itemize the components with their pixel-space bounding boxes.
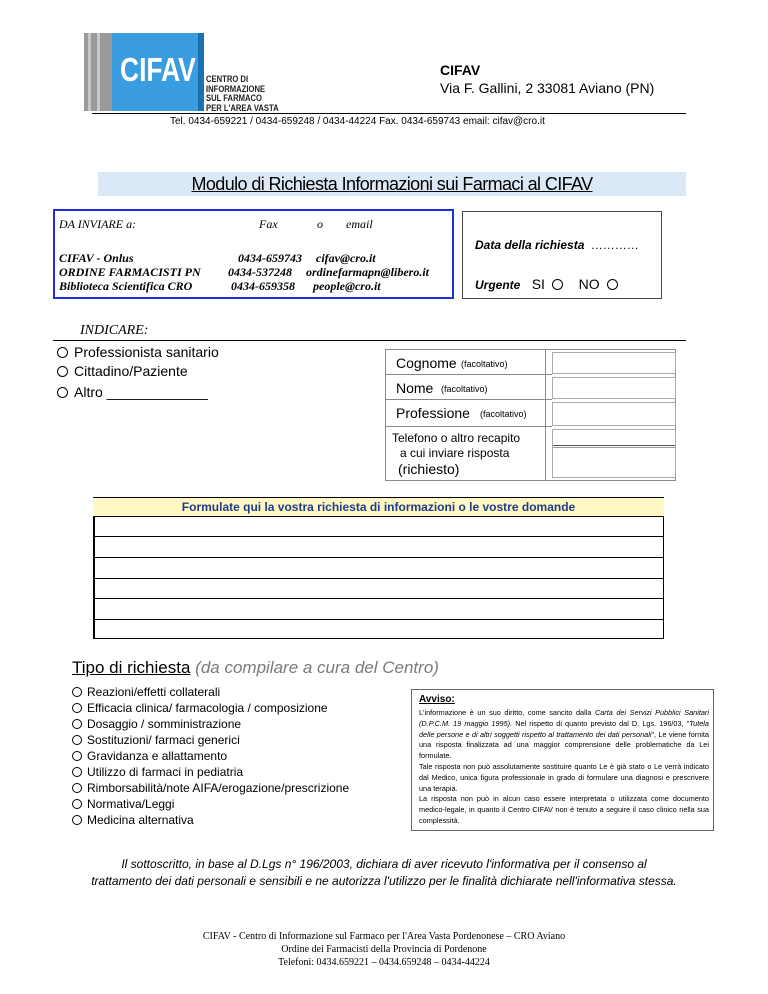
request-date-box	[462, 211, 662, 299]
request-type-radio[interactable]	[72, 783, 82, 793]
question-line[interactable]	[93, 619, 664, 620]
request-type-title: Tipo di richiesta	[72, 658, 191, 677]
requester-option[interactable]	[57, 384, 208, 400]
send-to-email-header: email	[346, 217, 373, 231]
profession-note: (facoltativo)	[480, 409, 527, 419]
question-line[interactable]	[93, 598, 664, 599]
request-type-radio[interactable]	[72, 735, 82, 745]
phone-label-line2: a cui inviare risposta	[400, 446, 510, 460]
requester-radio[interactable]	[57, 347, 68, 358]
request-type-radio[interactable]	[72, 767, 82, 777]
question-header-text: Formulate qui la vostra richiesta di informazioni o le vostre domande	[181, 500, 576, 514]
declaration-line: trattamento dei dati personali e sensibili e ne autorizza l'utilizzo per le finalità dichiarate nell'informativa stessa.	[91, 874, 677, 888]
requester-radio[interactable]	[57, 366, 68, 377]
footer-line: Ordine dei Farmacisti della Provincia di Pordenone	[281, 944, 487, 955]
requester-option-label: Professionista sanitario	[74, 344, 219, 360]
surname-label-cell	[386, 350, 546, 375]
notice-box	[411, 689, 714, 831]
request-type-option-label: Medicina alternativa	[87, 813, 194, 827]
request-type-option[interactable]	[72, 749, 227, 763]
request-type-option-label: Gravidanza e allattamento	[87, 749, 228, 763]
privacy-declaration	[40, 856, 728, 890]
name-field[interactable]	[552, 377, 676, 399]
send-to-fax-header: Fax	[259, 217, 278, 231]
request-type-option[interactable]	[72, 733, 240, 747]
question-line[interactable]	[93, 638, 664, 639]
requester-option-label: Cittadino/Paziente	[74, 363, 188, 379]
recipient-fax: 0434-537248	[228, 265, 292, 279]
request-type-heading	[72, 658, 439, 678]
request-type-radio[interactable]	[72, 703, 82, 713]
phone-field-line	[553, 447, 675, 448]
request-type-note: (da compilare a cura del Centro)	[195, 658, 439, 677]
request-type-radio[interactable]	[72, 719, 82, 729]
profession-label: Professione	[396, 405, 470, 421]
request-type-option[interactable]	[72, 717, 241, 731]
request-date-row	[475, 238, 639, 252]
name-note: (facoltativo)	[441, 384, 488, 394]
request-type-option[interactable]	[72, 813, 194, 827]
recipient-name: ORDINE FARMACISTI PN	[59, 265, 201, 279]
requester-option[interactable]	[57, 344, 219, 360]
surname-field[interactable]	[552, 352, 676, 374]
request-type-option-label: Sostituzioni/ farmaci generici	[87, 733, 240, 747]
question-line[interactable]	[93, 557, 664, 558]
profession-field[interactable]	[552, 402, 676, 426]
org-name: CIFAV	[440, 62, 481, 78]
form-title: Modulo di Richiesta Informazioni sui Farmaci al CIFAV	[191, 174, 593, 194]
urgent-row	[475, 276, 624, 292]
send-to-label: DA INVIARE a:	[59, 217, 137, 231]
request-type-option[interactable]	[72, 781, 349, 795]
indicate-label: INDICARE:	[80, 323, 149, 338]
send-to-or: o	[317, 217, 323, 231]
logo-mark: CIFAV	[120, 51, 196, 88]
page-footer	[0, 930, 768, 969]
surname-label: Cognome	[396, 355, 457, 371]
cifav-logo	[84, 33, 292, 111]
notice-paragraph: La risposta non può in alcun caso essere interpretata o utilizzata come documento medico-legale, in quanto il Centro CIFAV non è tenuto a seguire il caso clinico nella sua complessità.	[419, 794, 709, 825]
request-date-field[interactable]: …………	[590, 238, 639, 252]
send-to-box	[53, 209, 454, 299]
request-type-option[interactable]	[72, 701, 328, 715]
notice-title: Avviso:	[419, 694, 455, 705]
requester-option-label: Altro _____________	[74, 384, 208, 400]
notice-body	[419, 708, 709, 827]
urgent-label: Urgente	[475, 278, 521, 292]
contact-line: Tel. 0434-659221 / 0434-659248 / 0434-44224 Fax. 0434-659743 email: cifav@cro.it	[170, 116, 545, 127]
urgent-yes-radio[interactable]	[552, 279, 563, 290]
request-type-radio[interactable]	[72, 815, 82, 825]
urgent-yes-label: SI	[531, 276, 545, 292]
recipient-fax: 0434-659743	[238, 251, 302, 265]
phone-label-cell	[386, 427, 546, 480]
request-type-option-label: Reazioni/effetti collaterali	[87, 685, 221, 699]
request-type-option-label: Utilizzo di farmaci in pediatria	[87, 765, 244, 779]
phone-field-line	[553, 445, 675, 446]
recipient-name: CIFAV - Onlus	[59, 251, 134, 265]
recipient-email: people@cro.it	[313, 279, 381, 293]
phone-required-note: (richiesto)	[398, 461, 460, 477]
requester-option[interactable]	[57, 363, 188, 379]
request-date-label: Data della richiesta	[475, 238, 585, 252]
request-type-option[interactable]	[72, 765, 243, 779]
request-type-radio[interactable]	[72, 687, 82, 697]
footer-line: Telefoni: 0434.659221 – 0434.659248 – 0434-44224	[278, 957, 490, 968]
declaration-line: Il sottoscritto, in base al D.Lgs n° 196/2003, dichiara di aver ricevuto l'informativa per il consenso al	[121, 857, 647, 871]
request-type-option-label: Normativa/Leggi	[87, 797, 175, 811]
notice-paragraph: L'informazione è un suo diritto, come sancito dalla Carta dei Servizi Pubblici Sanitari (D.P.C.M. 19 maggio 1995). Nel rispetto di quanto previsto dal D. Lgs. 196/03, "Tutela delle persone e di altri soggetti rispetto al trattamento dei dati personali", Le viene fornita una risposta finalizzata ad una maggior comprensione delle problematiche da Lei formulate.	[419, 708, 709, 761]
question-header	[93, 497, 664, 516]
question-line[interactable]	[93, 536, 664, 537]
request-type-option-label: Dosaggio / somministrazione	[87, 717, 242, 731]
request-type-option[interactable]	[72, 685, 220, 699]
recipient-email: cifav@cro.it	[316, 251, 376, 265]
logo-text: CENTRO DI INFORMAZIONE SUL FARMACO PER L'AREA VASTA	[206, 74, 279, 113]
request-type-radio[interactable]	[72, 751, 82, 761]
phone-field[interactable]	[552, 429, 676, 478]
urgent-no-label: NO	[578, 276, 600, 292]
question-line[interactable]	[93, 516, 664, 517]
recipient-name: Biblioteca Scientifica CRO	[59, 279, 193, 293]
question-line[interactable]	[93, 578, 664, 579]
personal-data-table	[385, 349, 676, 481]
org-address: Via F. Gallini, 2 33081 Aviano (PN)	[440, 80, 655, 96]
form-title-band	[98, 172, 686, 196]
urgent-no-radio[interactable]	[607, 279, 618, 290]
indicate-divider	[53, 340, 686, 341]
request-type-option-label: Rimborsabilità/note AIFA/erogazione/prescrizione	[87, 781, 350, 795]
surname-note: (facoltativo)	[461, 359, 508, 369]
notice-paragraph: Tale risposta non può assolutamente sostituire quanto Le è già stato o Le verrà indicato dal Medico, unica figura professionale in grado di formulare una diagnosi e prescrivere una terapia.	[419, 761, 709, 793]
question-area[interactable]	[93, 497, 664, 639]
name-label: Nome	[396, 380, 434, 396]
request-type-option-label: Efficacia clinica/ farmacologia / composizione	[87, 701, 328, 715]
phone-label-line1: Telefono o altro recapito	[392, 431, 521, 445]
header-divider	[92, 113, 686, 114]
requester-radio[interactable]	[57, 387, 68, 398]
footer-line: CIFAV - Centro di Informazione sul Farmaco per l'Area Vasta Pordenonese – CRO Aviano	[202, 931, 566, 942]
request-type-option[interactable]	[72, 797, 174, 811]
name-label-cell	[386, 375, 546, 400]
recipient-email: ordinefarmapn@libero.it	[306, 265, 429, 279]
recipient-fax: 0434-659358	[231, 279, 295, 293]
profession-label-cell	[386, 400, 546, 427]
request-type-radio[interactable]	[72, 799, 82, 809]
